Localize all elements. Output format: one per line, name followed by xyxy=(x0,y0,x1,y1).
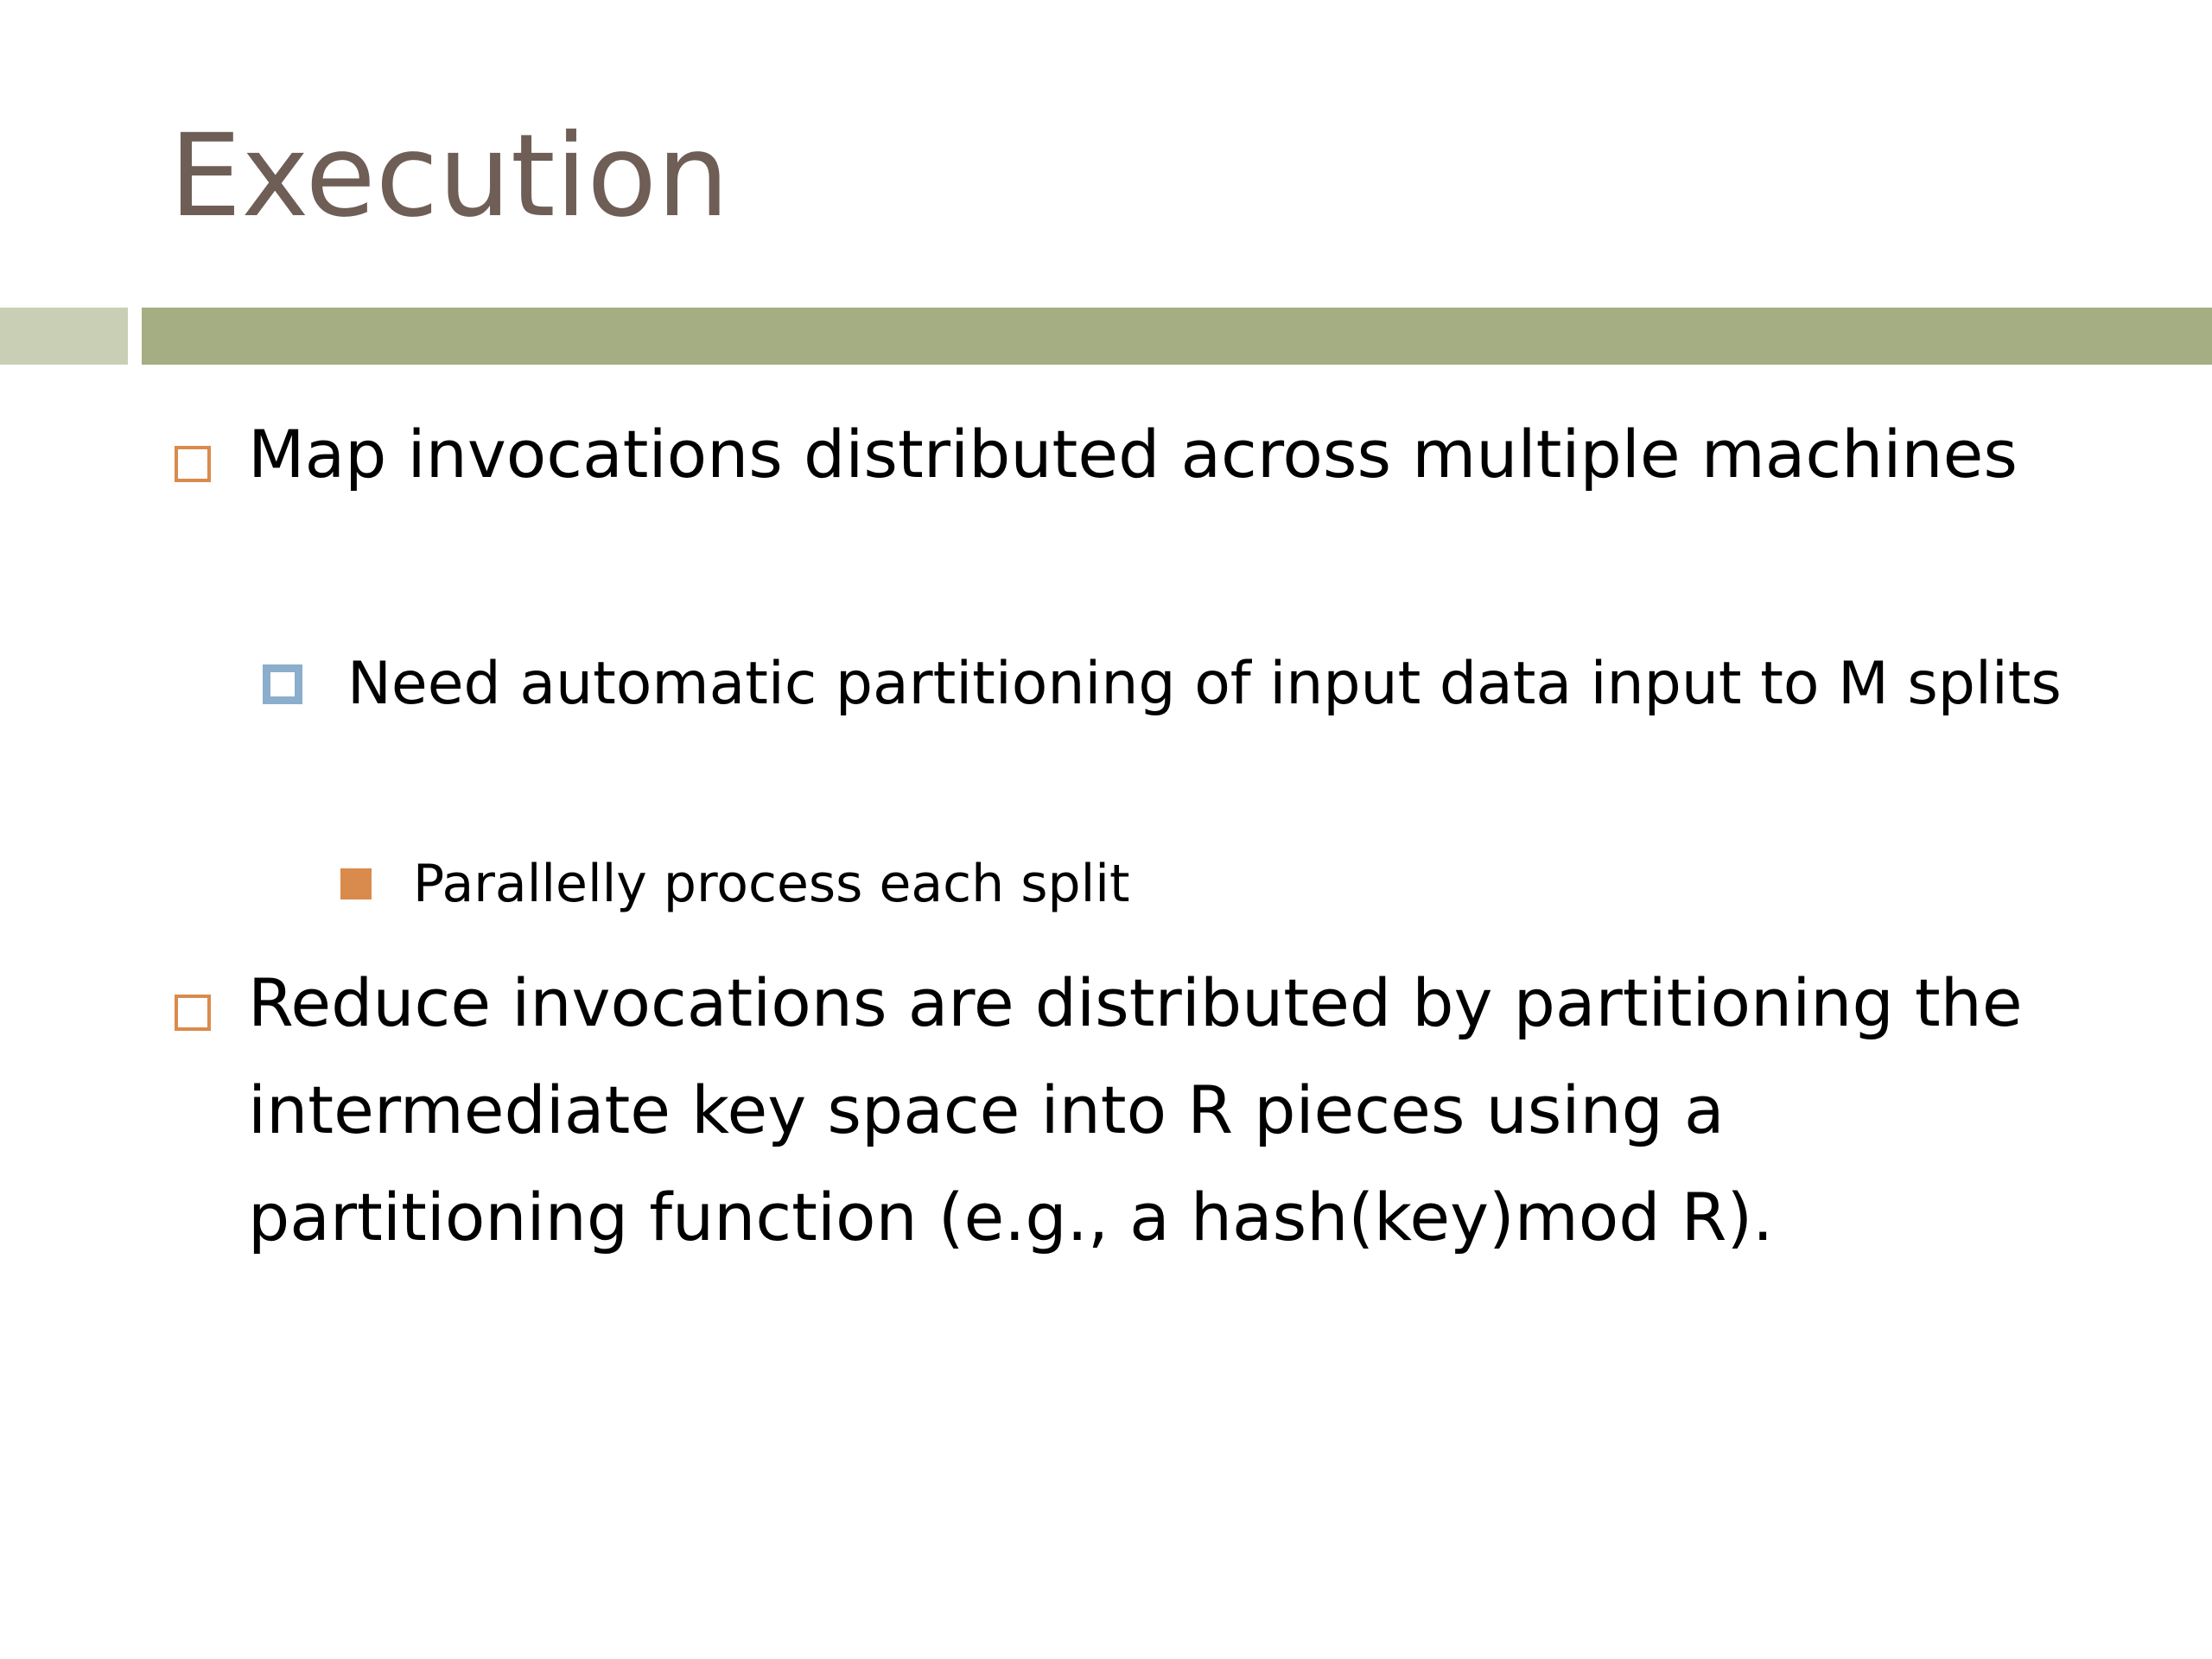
bullet-item-automatic-partitioning xyxy=(325,637,2070,732)
bullet-text: Parallelly process each split xyxy=(413,854,1130,914)
filled-square-bullet-icon xyxy=(340,868,372,899)
slide-title: Execution xyxy=(169,110,729,243)
bullet-text: Reduce invocations are distributed by partitioning the intermediate key space into R pieces using a partitioning function (e.g., a hash(key)mod R). xyxy=(248,964,2023,1255)
hollow-square-bullet-icon xyxy=(175,995,211,1031)
hollow-square-bullet-icon xyxy=(175,446,211,482)
bullet-item-parallel-process xyxy=(413,845,1968,923)
bullet-item-reduce-invocations xyxy=(248,950,2063,1271)
title-accent-bar-left xyxy=(0,308,128,365)
bullet-text: Map invocations distributed across multiple machines xyxy=(248,416,2018,493)
bullet-item-map-invocations xyxy=(248,401,2063,508)
title-accent-bar xyxy=(142,308,2212,365)
square-bullet-icon xyxy=(263,664,302,704)
bullet-text: Need automatic partitioning of input data input to M splits xyxy=(347,650,2062,718)
